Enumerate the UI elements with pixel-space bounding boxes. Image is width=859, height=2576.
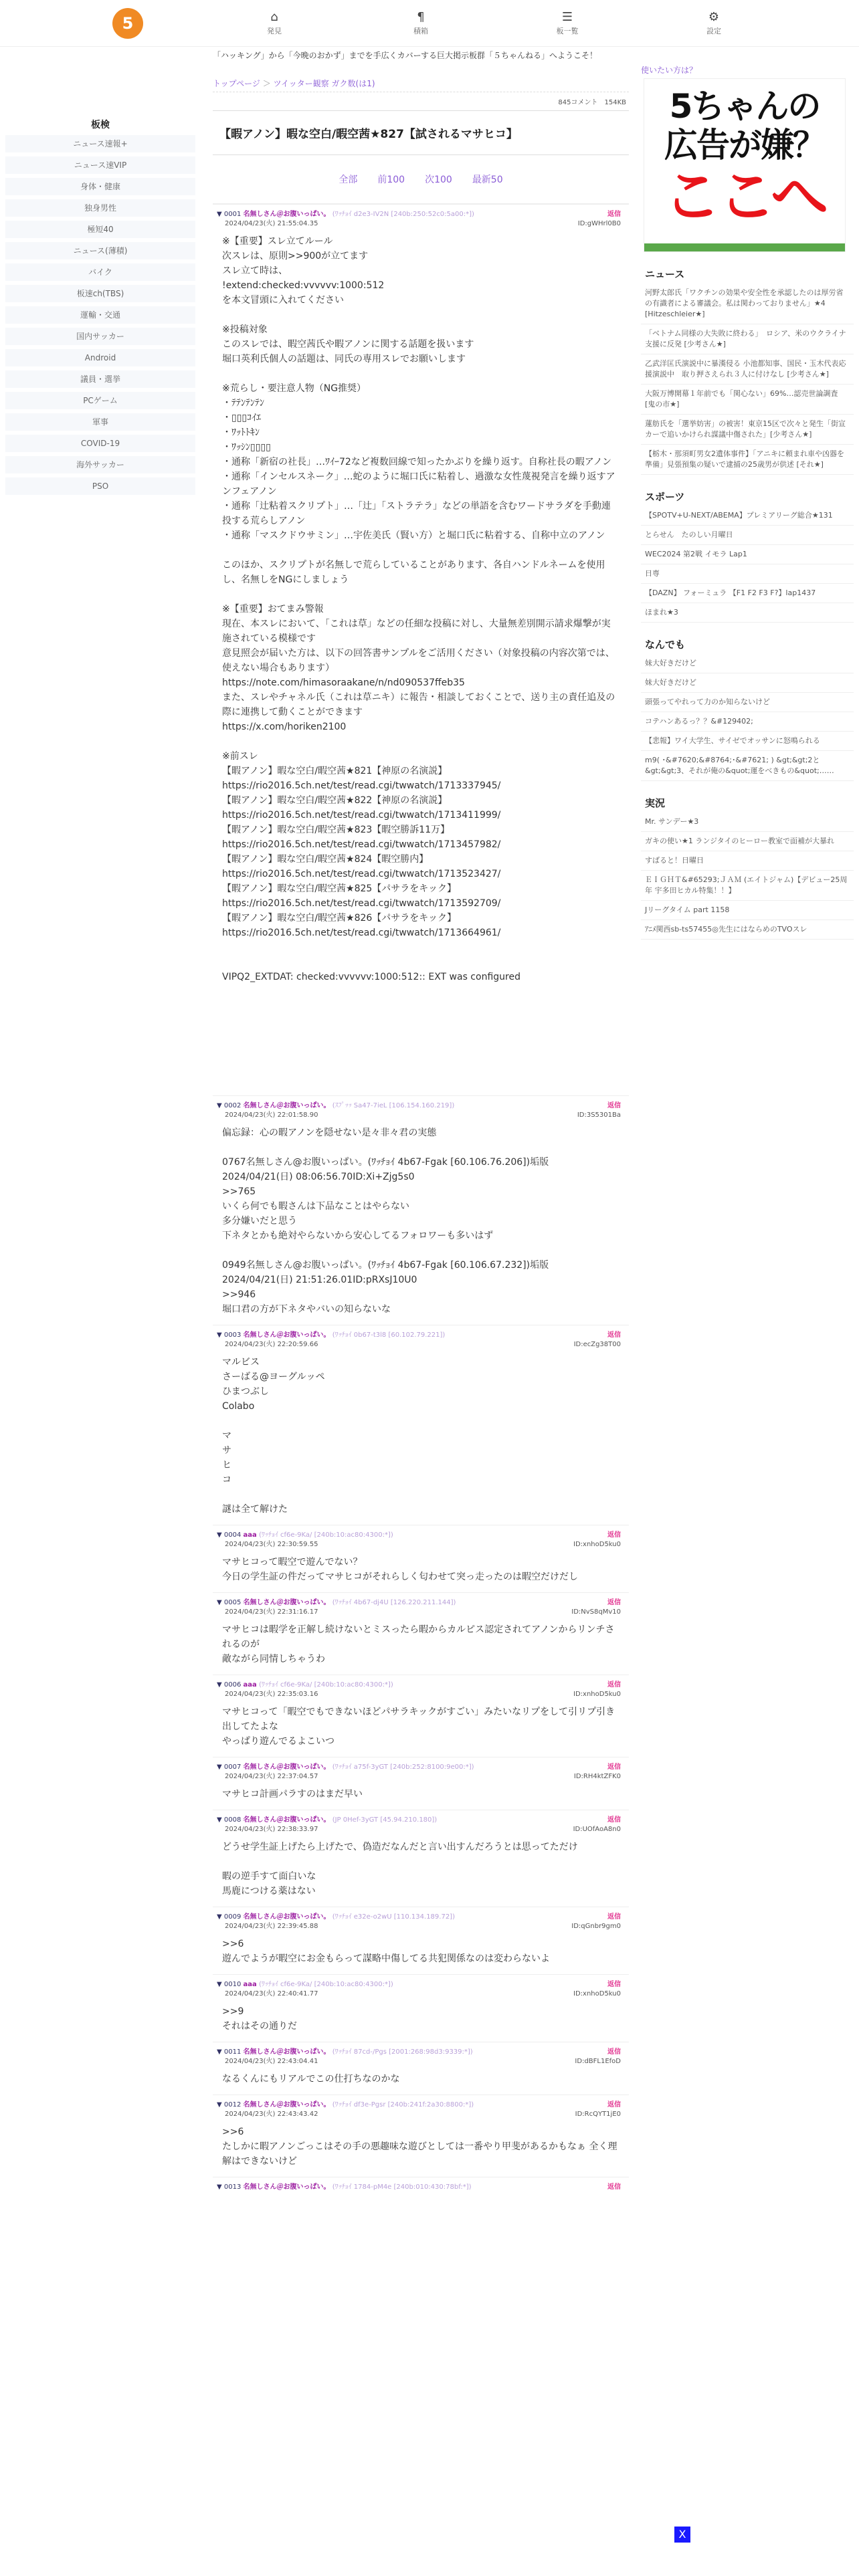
post-body: >>9 それはその通りだ [222, 2006, 297, 2032]
post-header [217, 1531, 625, 1540]
post-date: 2024/04/23(火) 22:30:59.55 [225, 1541, 318, 1548]
section-link[interactable]: 【悲報】ワイ大学生、サイゼでオッサンに怒鳴られる [641, 732, 854, 751]
post-header [217, 1331, 625, 1340]
post-meta [217, 1540, 625, 1549]
post-number[interactable]: ▼ 0005 [217, 1599, 242, 1606]
board-nav-item[interactable]: ニュース速報+ [5, 135, 195, 152]
post-number[interactable]: ▼ 0011 [217, 2048, 242, 2056]
section-link[interactable]: 【DAZN】 フォーミュラ 【F1 F2 F3 F?】lap1437 [641, 584, 854, 603]
post [213, 1974, 629, 2042]
pager-prev100[interactable]: 前100 [377, 175, 405, 185]
post-meta [217, 1340, 625, 1350]
poster-name: 名無しさん＠お腹いっぱい。 [243, 211, 330, 218]
section-link[interactable]: 大阪万博開幕１年前でも「関心ない」69%…認売世論調査 [鬼の市★] [641, 385, 854, 415]
post [213, 1757, 629, 1810]
reply-button[interactable]: 返信 [607, 1102, 621, 1109]
section-link[interactable]: コテハンあるっ？？&#129402; [641, 712, 854, 732]
post-header [217, 1913, 625, 1922]
reply-button[interactable]: 返信 [607, 211, 621, 218]
section-link[interactable]: すばると！日曜日 [641, 851, 854, 871]
poster-uid: (ｽﾌﾟｯｯ Sa47-7ieL [106.154.160.219]) [332, 1102, 455, 1109]
reply-button[interactable]: 返信 [607, 2183, 621, 2191]
post-meta [217, 1772, 625, 1782]
poster-name: 名無しさん＠お腹いっぱい。 [243, 1102, 330, 1109]
post-body: どうせ学生証上げたら上げたで、偽造だなんだと言い出すんだろうとは思ってただけ 暇の逆手すて面白いな 馬鹿につける薬はない [222, 1842, 578, 1897]
post-id[interactable]: ID:UOfAoA8n0 [573, 1826, 621, 1833]
poster-uid: (ﾜｯﾁｮｲ 4b67-dj4U [126.220.211.144]) [332, 1599, 456, 1606]
section-link[interactable]: 妹大好きだけど [641, 654, 854, 673]
post-header [217, 210, 625, 219]
post-id[interactable]: ID:ecZg38T00 [573, 1341, 621, 1348]
post-meta [217, 1690, 625, 1699]
board-nav-item[interactable]: ニュース速VIP [5, 156, 195, 174]
poster-name: 名無しさん＠お腹いっぱい。 [243, 1599, 330, 1606]
post-number[interactable]: ▼ 0007 [217, 1763, 242, 1771]
nav-discover-label: 発見 [267, 27, 282, 35]
left-board-nav [5, 118, 195, 499]
nav-stack[interactable] [391, 9, 451, 36]
post-number[interactable]: ▼ 0010 [217, 1981, 242, 1988]
ad-grass-graphic [644, 243, 845, 251]
board-nav-item[interactable]: 軍事 [5, 413, 195, 431]
section-link[interactable]: 蓮舫氏を「選挙妨害」の被害！東京15区で次々と発生「街宣カーで追いかけられ謀議中傷された」[少考さん★] [641, 415, 854, 445]
post-body: マルビス さーばる@ヨーグルッペ ひまつぶし Colabo マ サ ヒ コ 謎は全て解けた [222, 1357, 325, 1515]
poster-name: 名無しさん＠お腹いっぱい。 [243, 1816, 330, 1824]
section-title: 実況 [645, 797, 666, 809]
pager-latest50[interactable]: 最新50 [472, 175, 503, 185]
poster-name: 名無しさん＠お腹いっぱい。 [243, 2183, 330, 2191]
post-id[interactable]: ID:3S5301Ba [577, 1111, 621, 1119]
section-link[interactable]: 「ベトナム同様の大失敗に終わる」 ロシア、米のウクライナ支援に反発 [少考さん★] [641, 324, 854, 354]
post-header [217, 1816, 625, 1825]
post-header [217, 1101, 625, 1111]
post-header [217, 1980, 625, 1990]
list-icon: ☰ [561, 10, 573, 24]
post-header [217, 2048, 625, 2057]
section-link[interactable]: 乙武洋匡氏演説中に暴漢侵る 小池都知事、国民・玉木代表応援演説中 取り押さえられ３人に付けなし [少考さん★] [641, 354, 854, 385]
post-body: マサヒコって「暇空でもできないほどパサラキックがすごい」みたいなリプをして引リプ引き出してたよな やっぱり遊んでるよこいつ [222, 1707, 615, 1747]
thread-main [213, 75, 629, 2206]
post-meta [217, 1990, 625, 1999]
pilcrow-icon: ¶ [417, 10, 425, 24]
post-id[interactable]: ID:qGnbr9gm0 [571, 1923, 621, 1930]
post-number[interactable]: ▼ 0001 [217, 211, 242, 218]
post-id[interactable]: ID:xnhoD5ku0 [573, 1541, 621, 1548]
post [213, 1095, 629, 1325]
post [213, 2042, 629, 2095]
breadcrumb [213, 75, 629, 92]
post-meta [217, 219, 625, 229]
poster-uid: (ﾜｯﾁｮｲ df3e-Pgsr [240b:241f:2a30:8800:*]) [332, 2101, 474, 2109]
post-body: 偏忘録：心の暇アノンを隠せない是々非々君の実態 0767名無しさん@お腹いっぱい。(ﾜｯﾁｮｲ 4b67-Fgak [60.106.76.206])垢版 2024/04/21(日) 08:06:56.70ID:Xi+Zjg5s0 >>765 いくら何でも暇さんは下品なことはやらない 多分嫌いだと思う 下ネタとかも絶対やらないから安心してるフォロワーも多いはず 0949名無しさん@お腹いっぱい。(ﾜｯﾁｮｲ 4b67-Fgak [60.106.67.232])垢版 2024/04/21(日) 21:51:26.01ID:pRXsJ10U0 >>946 堀口君の方が下ネタやバいの知らないな [222, 1128, 549, 1315]
reply-button[interactable]: 返信 [607, 1599, 621, 1606]
thread-title: 【暇アノン】暇な空白/暇空茜★827【試されるマサヒコ】 [213, 110, 629, 155]
post-meta [217, 1608, 625, 1617]
post [213, 1525, 629, 1592]
right-sidebar [641, 64, 854, 940]
section-link[interactable]: 【SPOTV+U-NEXT/ABEMA】プレミアリーグ総合★131 [641, 506, 854, 526]
reply-button[interactable]: 返信 [607, 1981, 621, 1988]
ad-link[interactable]: 使いたい方は？ [641, 66, 698, 75]
section-link[interactable]: とらせん たのしい月曜日 [641, 526, 854, 545]
poster-name: aaa [243, 1981, 257, 1988]
section-link[interactable]: ＥＩＧＨＴ&#65293;ＪＡＭ (エイトジャム)【デビュー25周年 宇多田ヒカル特集！！】 [641, 871, 854, 901]
reply-button[interactable]: 返信 [607, 1913, 621, 1921]
post-body: なるくんにもリアルでこの仕打ちなのかな [222, 2074, 400, 2084]
section-link[interactable]: 頭張ってやれって力のか知らないけど [641, 693, 854, 712]
post-meta [217, 1922, 625, 1931]
ad-line-3: ここへ [663, 163, 826, 230]
post-meta [217, 2057, 625, 2066]
post-id[interactable]: ID:xnhoD5ku0 [573, 1990, 621, 1998]
site-logo[interactable]: 5 [112, 8, 143, 39]
poster-name: 名無しさん＠お腹いっぱい。 [243, 2101, 330, 2109]
post-body [217, 2192, 625, 2202]
post-body: >>6 遊んでようが暇空にお金もらって謀略中傷してる共犯関係なのは変わらないよ [222, 1939, 550, 1964]
breadcrumb-home[interactable]: トップページ [213, 79, 260, 88]
home-icon: ⌂ [270, 10, 278, 24]
post-date: 2024/04/23(火) 21:55:04.35 [225, 220, 318, 227]
post-body: マサヒコは暇学を正解し続けないとミスったら暇からカルピス認定されてアノンからリンチされるのが 敵ながら同情しちゃうわ [222, 1624, 615, 1665]
post-number[interactable]: ▼ 0002 [217, 1102, 242, 1109]
section-title: ニュース [645, 268, 685, 280]
section-link[interactable]: m9( ･&#7620;&#8764;･&#7621; ) &gt;&gt;2と&gt;&gt;3、それが俺の&quot;運をべきもの&quot;…… [641, 751, 854, 781]
board-nav-item[interactable]: 海外サッカー [5, 456, 195, 473]
section-link[interactable]: 【栃木・那須町男女2遺体事件】「アニキに頼まれ車や凶器を準備」見張預集の疑いで逮捕の25歳男が供述 [それ★] [641, 445, 854, 475]
post-id[interactable]: ID:xnhoD5ku0 [573, 1691, 621, 1698]
top-bar [0, 0, 859, 47]
post-id[interactable]: ID:RcQYT1jE0 [575, 2111, 621, 2118]
post-date: 2024/04/23(火) 22:20:59.66 [225, 1341, 318, 1348]
post-number[interactable]: ▼ 0012 [217, 2101, 242, 2109]
section-title: なんでも [645, 639, 686, 651]
section-link[interactable]: Jリーグタイム part 1158 [641, 901, 854, 920]
post [213, 2095, 629, 2177]
post-header [217, 2101, 625, 2110]
board-nav-item[interactable]: COVID-19 [5, 435, 195, 452]
ad-line-1: 5ちゃんの [669, 87, 820, 126]
thread-stats: 845コメント 154KB [558, 99, 626, 106]
board-nav-item[interactable]: 国内サッカー [5, 328, 195, 345]
breadcrumb-separator: ＞ [260, 79, 274, 88]
post-id[interactable]: ID:NvS8qMv10 [571, 1608, 621, 1616]
post-number[interactable]: ▼ 0004 [217, 1531, 242, 1539]
post-body: ※【重要】スレ立てルール 次スレは、原則>>900が立てます スレ立て時は、 !extend:checked:vvvvvv:1000:512 を本文冒頭に入れてください ※投稿対象 このスレでは、暇空茜氏や暇アノンに関する話題を扱います 堀口英利氏個人の話題は、同氏の専用スレでお願いします ※荒らし・要注意人物（NG推奨） ・ﾃﾃﾝﾃﾝﾃﾝ ・▯▯▯ｺｲｴ ・ﾜｯﾄﾄｷﾝ ・ﾜｯｼﾝ▯▯▯▯ ・通称「新宿の社長」…ﾜｲｰ72など複数回線で知ったかぶりを繰り返す。自称社長の暇アノン ・通称「インセルスネーク」…蛇のように堀口氏に粘着し、過激な女性蔑視発言を繰り返すアンフェアノン ・通称「辻粘着スクリプト」…「辻」「ストラテラ」などの単語を含むワードサラダを手動連投する荒らしアノン ・通称「マスクドウサミン」…宇佐美氏（賢い方）と堀口氏に粘着する、自称中立のアノン このほか、スクリプトが名無しで荒らしていることがあります、各自ハンドルネームを使用し、名無しをNGにしましょう ※【重要】おてまみ警報 現在、本スレにおいて、「これは草」などの任細な投稿に対し、大量無差別開示請求爆撃が実施されている模様です 意見照会が届いた方は、以下の回答書サンプルをご活用ください（対象投稿の内容次第では、使えない場合もあります） https://note.com/himasoraakane/n/nd090537ffeb35 また、スレやチャネル氏（これは草ニキ）に報告・相談しておくことで、送り主の責任追及の際に連携して動くことができます https://x.com/horiken2100 ※前スレ 【暇アノン】暇な空白/暇空茜★821【神原の名演説】 https://rio2016.5ch.net/test/read.cgi/twwatch/1713337945/ 【暇アノン】暇な空白/暇空茜★822【神原の名演説】 https://rio2016.5ch.net/test/read.cgi/twwatch/1713411999/ 【暇アノン】暇な空白/暇空茜★823【暇空勝訴11万】 https://rio2016.5ch.net/test/read.cgi/twwatch/1713457982/ 【暇アノン】暇な空白/暇空茜★824【暇空勝内】 https://rio2016.5ch.net/test/read.cgi/twwatch/1713523427/ 【暇アノン】暇な空白/暇空茜★825【パサラをキック】 https://rio2016.5ch.net/test/read.cgi/twwatch/1713592709/ 【暇アノン】暇な空白/暇空茜★826【パサラをキック】 https://rio2016.5ch.net/test/read.cgi/twwatch/1713664961/ VIPQ2_EXTDAT: checked:vvvvvv:1000:512:: EXT was configured [222, 236, 615, 982]
ad-line-2: 広告が嫌？ [664, 126, 825, 165]
post [213, 1675, 629, 1757]
section-link[interactable]: WEC2024 第2戦 イモラ Lap1 [641, 545, 854, 564]
section-link[interactable]: ほまれ★3 [641, 603, 854, 623]
section-link[interactable]: 河野太郎氏「ワクチンの効果や安全性を承認したのは厚労省の有識者による審議会。私は関わっておりません」★4 [Hitzeschleier★] [641, 284, 854, 324]
post [213, 204, 629, 1095]
post-meta [217, 1111, 625, 1120]
post-date: 2024/04/23(火) 22:31:16.17 [225, 1608, 318, 1616]
post-date: 2024/04/23(火) 22:39:45.88 [225, 1923, 318, 1930]
post-body: >>6 たしかに暇アノンごっこはその手の悪趣味な遊びとしては一番やり甲斐があるかもなぁ 全く理解はできないけど [222, 2127, 617, 2167]
post [213, 2177, 629, 2206]
post-header [217, 2183, 625, 2192]
post-number[interactable]: ▼ 0003 [217, 1331, 242, 1339]
poster-uid: (ﾜｯﾁｮｲ cf6e-9Ka/ [240b:10:ac80:4300:*]) [258, 1531, 393, 1539]
post-meta [217, 1825, 625, 1834]
board-nav-item[interactable]: 極短40 [5, 221, 195, 238]
board-nav-item[interactable]: Android [5, 349, 195, 366]
reply-button[interactable]: 返信 [607, 1816, 621, 1824]
thread-pager [213, 155, 629, 204]
board-nav-item[interactable]: 身体・健康 [5, 178, 195, 195]
poster-name: aaa [243, 1531, 257, 1539]
post-date: 2024/04/23(火) 22:38:33.97 [225, 1826, 318, 1833]
reply-button[interactable]: 返信 [607, 2048, 621, 2056]
section-link[interactable]: 日専 [641, 564, 854, 584]
poster-name: 名無しさん＠お腹いっぱい。 [243, 1913, 330, 1921]
board-nav-title: 板検 [91, 120, 110, 130]
poster-uid: (ﾜｯﾁｮｲ cf6e-9Ka/ [240b:10:ac80:4300:*]) [258, 1681, 393, 1689]
breadcrumb-board[interactable]: ツイッター観察 ガク数(は1) [273, 79, 375, 88]
post [213, 1325, 629, 1525]
board-nav-item[interactable]: PCゲーム [5, 392, 195, 409]
section-link[interactable]: ｱﾆﾒ関西sb-ts57455◎先生にはならめのTVOスレ [641, 920, 854, 940]
nav-boards[interactable] [537, 9, 597, 36]
post-number[interactable]: ▼ 0009 [217, 1913, 242, 1921]
gear-icon: ⚙ [708, 10, 720, 24]
poster-name: aaa [243, 1681, 257, 1689]
post-number[interactable]: ▼ 0008 [217, 1816, 242, 1824]
reply-button[interactable]: 返信 [607, 2101, 621, 2109]
post-header [217, 1598, 625, 1608]
post-date: 2024/04/23(火) 22:01:58.90 [225, 1111, 318, 1119]
section-link[interactable]: ガキの使い★1 ランジタイのヒーロー教室で面補が大暴れ [641, 832, 854, 851]
post-date: 2024/04/23(火) 22:43:04.41 [225, 2058, 318, 2065]
nav-discover[interactable] [244, 9, 304, 36]
board-nav-item[interactable]: ニュース(薄積) [5, 242, 195, 259]
section-title: スポーツ [645, 491, 685, 503]
ad-banner[interactable] [644, 78, 846, 252]
reply-button[interactable]: 返信 [607, 1681, 621, 1689]
board-nav-item[interactable]: バイク [5, 263, 195, 281]
post-id[interactable]: ID:dBFL1EfoD [575, 2058, 621, 2065]
poster-name: 名無しさん＠お腹いっぱい。 [243, 1763, 330, 1771]
post-header [217, 1763, 625, 1772]
nav-settings-label: 設定 [706, 27, 721, 35]
poster-name: 名無しさん＠お腹いっぱい。 [243, 2048, 330, 2056]
close-ad-button[interactable]: X [674, 2527, 690, 2543]
post-number[interactable]: ▼ 0013 [217, 2183, 242, 2191]
poster-uid: (ﾜｯﾁｮｲ 87cd-/Pgs [2001:268:98d3:9339:*]) [332, 2048, 473, 2056]
post-header [217, 1681, 625, 1690]
poster-uid: (ﾜｯﾁｮｲ a75f-3yGT [240b:252:8100:9e00:*]) [332, 1763, 474, 1771]
post-date: 2024/04/23(火) 22:37:04.57 [225, 1773, 318, 1780]
post-list [213, 204, 629, 2206]
board-nav-item[interactable]: 議員・選挙 [5, 370, 195, 388]
poster-uid: (ﾜｯﾁｮｲ d2e3-IV2N [240b:250:52c0:5a00:*]) [332, 211, 474, 218]
reply-button[interactable]: 返信 [607, 1763, 621, 1771]
pager-next100[interactable]: 次100 [425, 175, 452, 185]
post-date: 2024/04/23(火) 22:43:43.42 [225, 2111, 318, 2118]
post-body: マサヒコって暇空で遊んでない？ 今日の学生証の件だってマサヒコがそれらしく匂わせて突っ走ったのは暇空だけだし [222, 1557, 578, 1582]
section-link[interactable]: Mr. サンデー★3 [641, 813, 854, 832]
post-date: 2024/04/23(火) 22:35:03.16 [225, 1691, 318, 1698]
poster-uid: (ﾜｯﾁｮｲ 1784-pM4e [240b:010:430:78bf:*]) [332, 2183, 472, 2191]
poster-name: 名無しさん＠お腹いっぱい。 [243, 1331, 330, 1339]
post-date: 2024/04/23(火) 22:40:41.77 [225, 1990, 318, 1998]
post [213, 1907, 629, 1974]
poster-uid: (ﾜｯﾁｮｲ cf6e-9Ka/ [240b:10:ac80:4300:*]) [258, 1981, 393, 1988]
nav-settings[interactable] [684, 9, 744, 36]
reply-button[interactable]: 返信 [607, 1331, 621, 1339]
post [213, 1810, 629, 1907]
board-nav-item[interactable]: 独身男性 [5, 199, 195, 217]
post-meta [217, 2110, 625, 2119]
section-link[interactable]: 妹大好きだけど [641, 673, 854, 693]
post-id[interactable]: ID:RH4ktZFK0 [573, 1773, 621, 1780]
welcome-marquee: 「ハッキング」から「今晩のおかず」までを手広くカバーする巨大掲示板群「５ちゃんねる」へようこそ！ [213, 51, 598, 60]
poster-uid: (ﾜｯﾁｮｲ e32e-o2wU [110.134.189.72]) [332, 1913, 455, 1921]
board-nav-item[interactable]: PSO [5, 477, 195, 495]
post-id[interactable]: ID:gWHrl0B0 [577, 220, 621, 227]
board-nav-item[interactable]: 板速ch(TBS) [5, 285, 195, 302]
board-nav-item[interactable]: 運輸・交通 [5, 306, 195, 324]
poster-uid: (ﾜｯﾁｮｲ 0b67-t3l8 [60.102.79.221]) [332, 1331, 446, 1339]
nav-stack-label: 積箱 [413, 27, 428, 35]
post [213, 1592, 629, 1675]
pager-all[interactable]: 全部 [339, 175, 358, 185]
post-body: マサヒコ計画パラすのはまだ早い [222, 1789, 363, 1800]
nav-boards-label: 板一覧 [556, 27, 579, 35]
reply-button[interactable]: 返信 [607, 1531, 621, 1539]
post-number[interactable]: ▼ 0006 [217, 1681, 242, 1689]
poster-uid: (JP 0Hef-3yGT [45.94.210.180]) [332, 1816, 438, 1824]
